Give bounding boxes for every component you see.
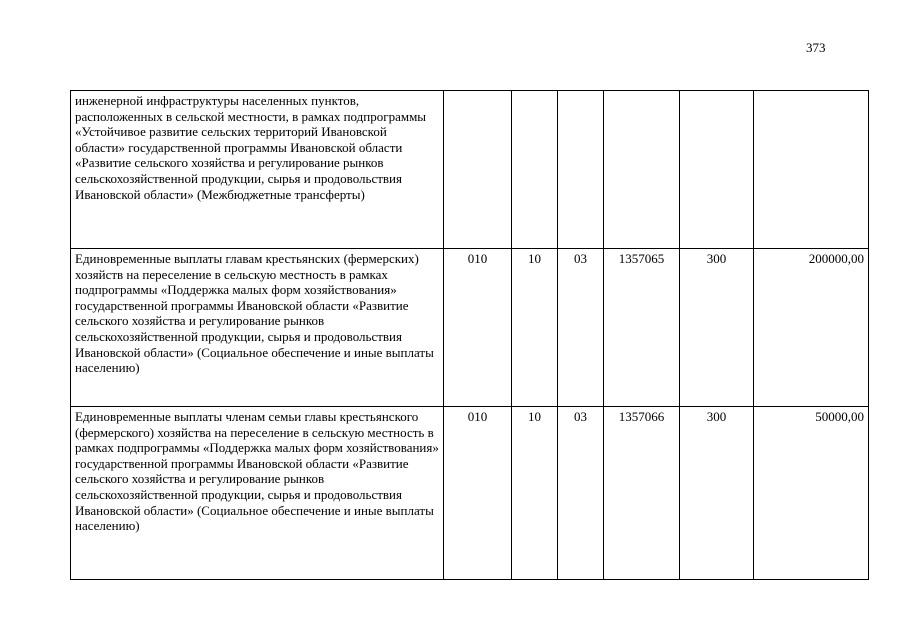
table-row: [71, 407, 869, 580]
row-expense-type-code: 300: [680, 249, 754, 407]
row-description: Единовременные выплаты членам семьи главы крестьянского (фермерского) хозяйства на переселение в сельскую местность в рамках подпрограммы «Поддержка малых форм хозяйствования» государственной программы Ивановской области «Развитие сельского хозяйства и регулирование рынков сельскохозяйственной продукции, сырья и продовольствия Ивановской области» (Социальное обеспечение и иные выплаты населению): [71, 407, 444, 580]
row-expense-type-code: [680, 91, 754, 249]
row-expense-type-code: 300: [680, 407, 754, 580]
row-amount: 50000,00: [754, 407, 869, 580]
table-row: [71, 91, 869, 249]
row-ministry-code: [444, 91, 512, 249]
row-ministry-code: 010: [444, 249, 512, 407]
row-section-code: 10: [512, 249, 558, 407]
table-row: [71, 249, 869, 407]
row-subsection-code: [558, 91, 604, 249]
budget-table: [70, 90, 869, 580]
row-amount: 200000,00: [754, 249, 869, 407]
row-target-code: [604, 91, 680, 249]
row-subsection-code: 03: [558, 407, 604, 580]
page-number: 373: [806, 40, 826, 55]
row-description: Единовременные выплаты главам крестьянских (фермерских) хозяйств на переселение в сельскую местность в рамках подпрограммы «Поддержка малых форм хозяйствования» государственной программы Ивановской области «Развитие сельского хозяйства и регулирование рынков сельскохозяйственной продукции, сырья и продовольствия Ивановской области» (Социальное обеспечение и иные выплаты населению): [71, 249, 444, 407]
row-description: инженерной инфраструктуры населенных пунктов, расположенных в сельской местности, в рамках подпрограммы «Устойчивое развитие сельских территорий Ивановской области» государственной программы Ивановской области «Развитие сельского хозяйства и регулирование рынков сельскохозяйственной продукции, сырья и продовольствия Ивановской области» (Межбюджетные трансферты): [71, 91, 444, 249]
row-target-code: 1357065: [604, 249, 680, 407]
row-ministry-code: 010: [444, 407, 512, 580]
row-amount: [754, 91, 869, 249]
row-subsection-code: 03: [558, 249, 604, 407]
row-section-code: [512, 91, 558, 249]
row-section-code: 10: [512, 407, 558, 580]
row-target-code: 1357066: [604, 407, 680, 580]
